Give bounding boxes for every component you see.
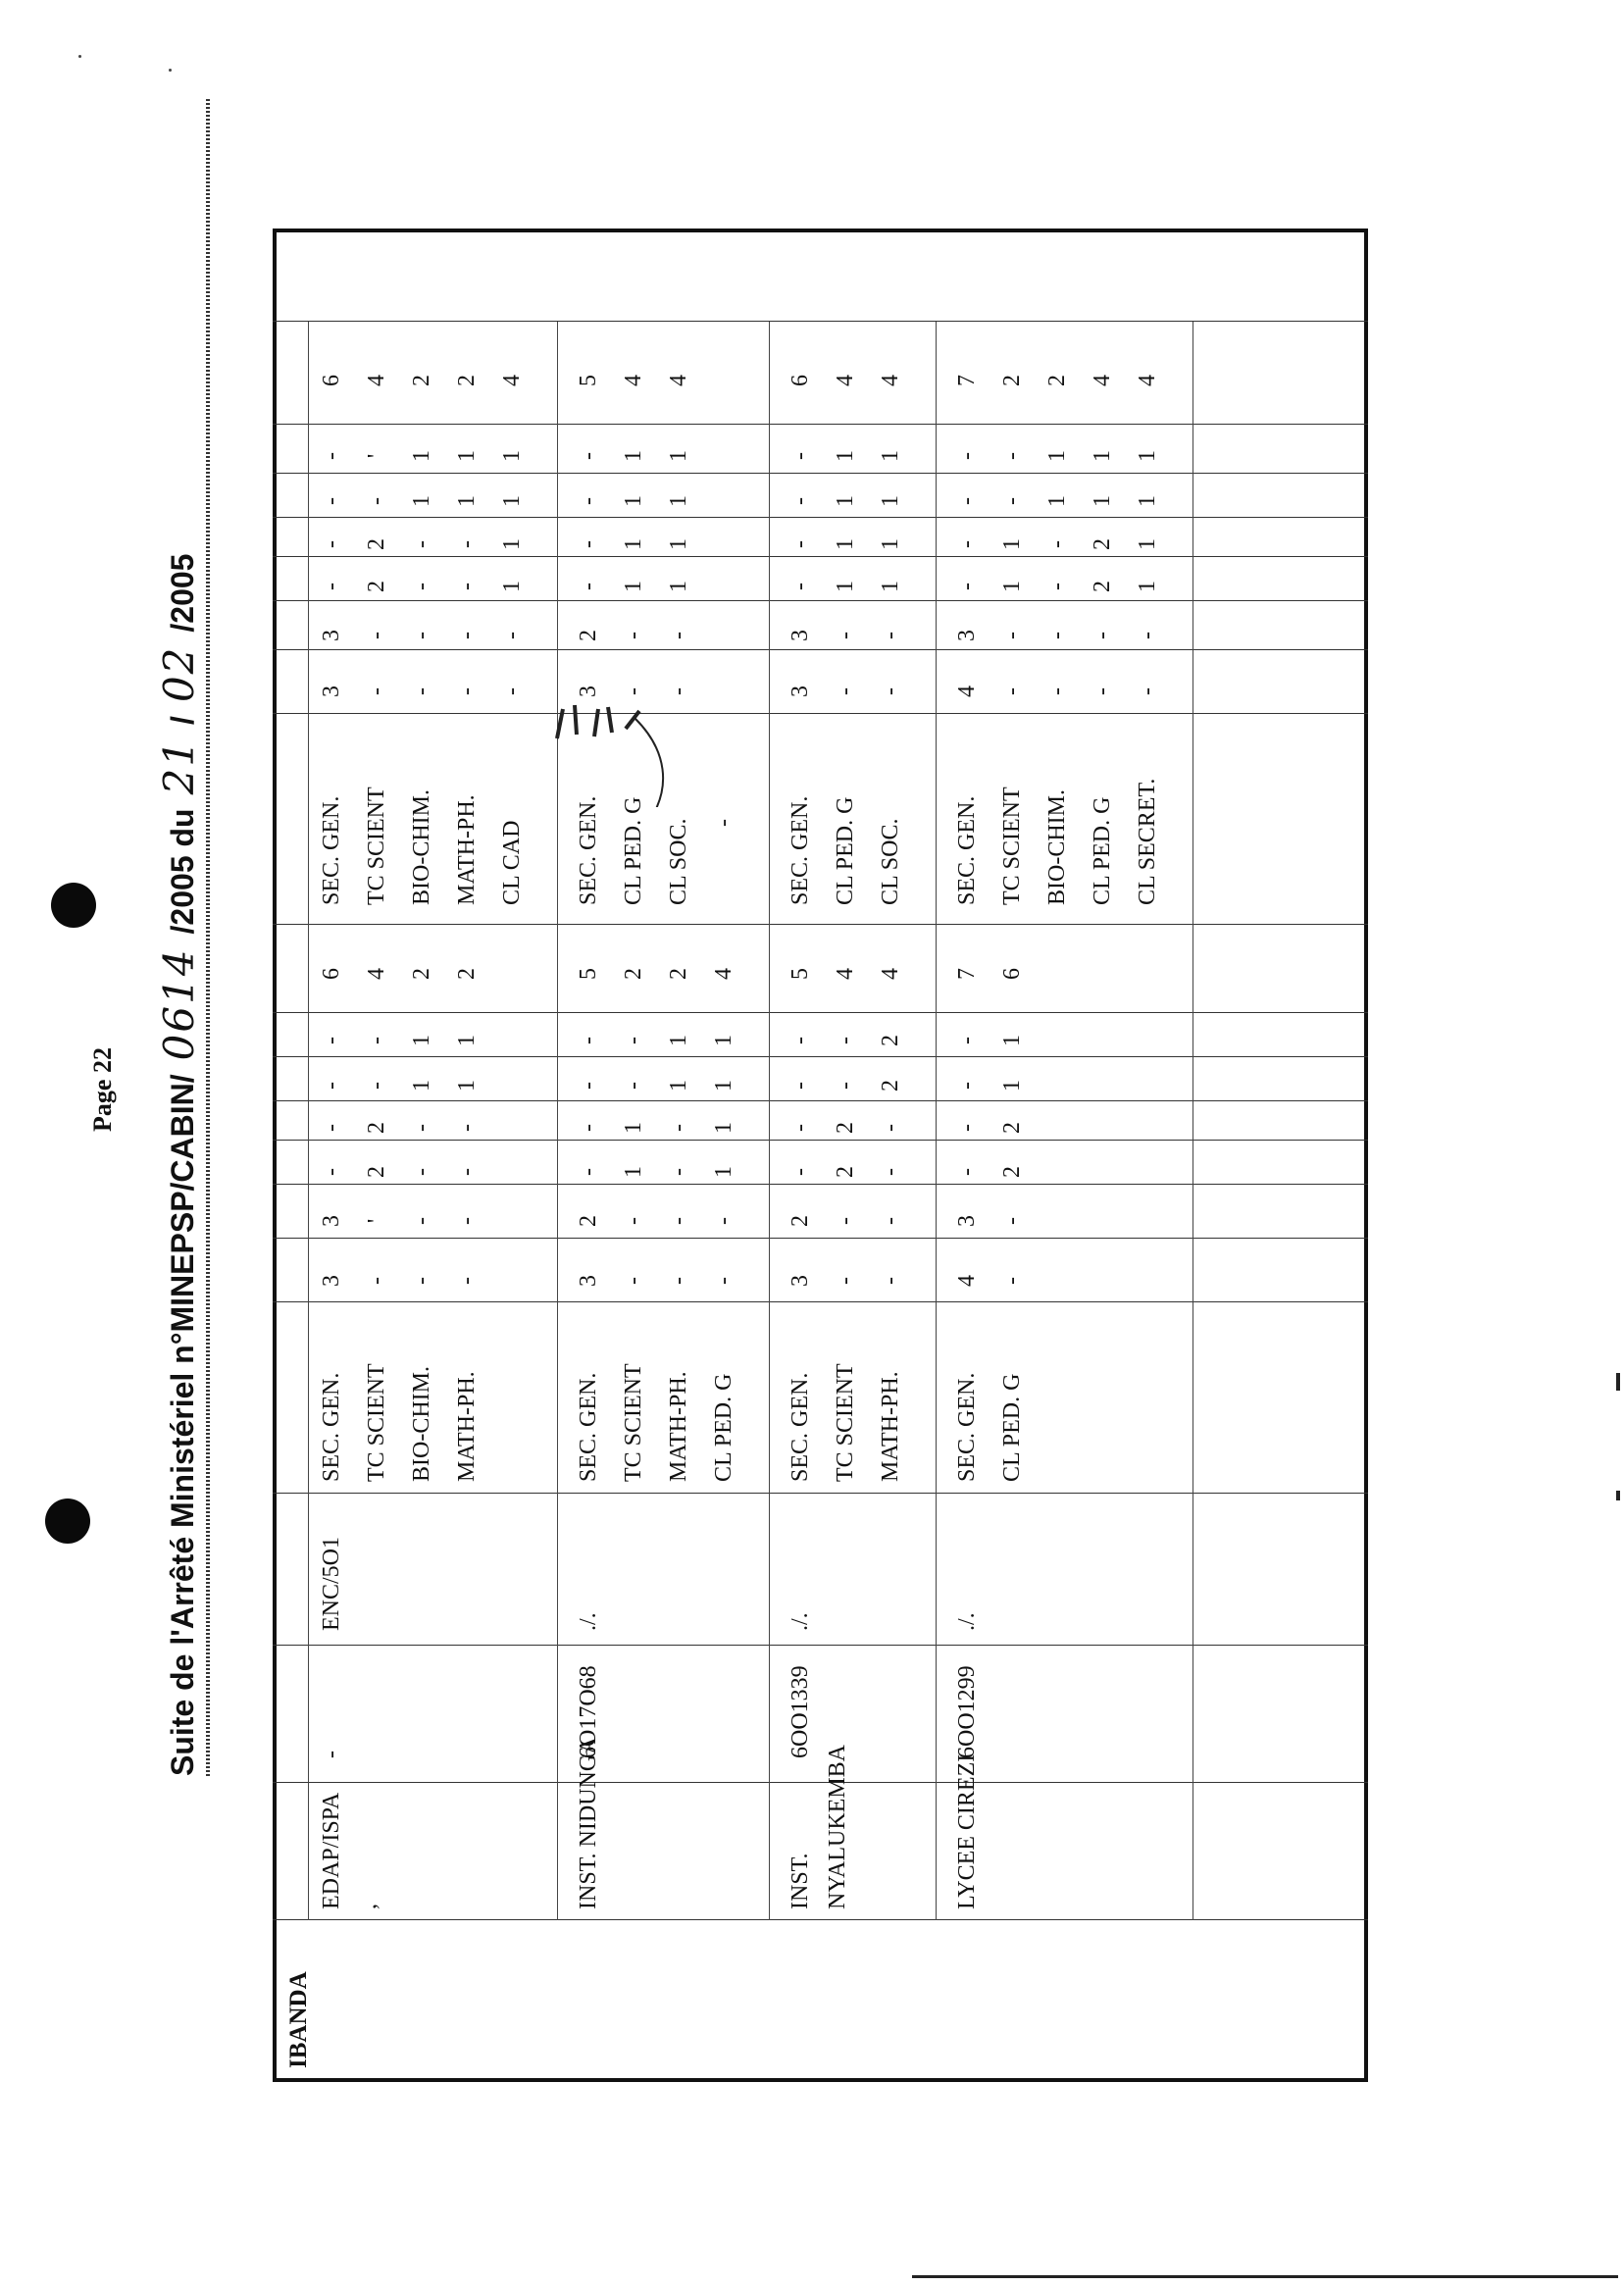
right-count-cell: 2 xyxy=(999,375,1025,386)
right-count-cell: - xyxy=(576,452,601,460)
column-divider xyxy=(273,924,1368,925)
right-count-cell: 1 xyxy=(878,495,903,507)
right-section-name: TC SCIENT xyxy=(364,787,389,905)
right-count-cell: - xyxy=(1135,632,1160,639)
right-count-cell: - xyxy=(319,583,344,590)
left-count-cell: - xyxy=(666,1217,691,1225)
right-count-cell: - xyxy=(833,687,858,695)
right-count-cell: 1 xyxy=(999,581,1025,592)
right-section-name: SEC. GEN. xyxy=(787,795,813,905)
right-count-cell: 1 xyxy=(666,495,691,507)
column-divider xyxy=(273,1493,1368,1494)
left-count-cell: - xyxy=(621,1082,646,1090)
left-count-cell: 2 xyxy=(409,968,434,980)
right-count-cell: 1 xyxy=(1044,450,1070,462)
right-count-cell: 3 xyxy=(319,630,344,641)
school-code: 6OO1299 xyxy=(954,1665,980,1758)
left-count-cell: - xyxy=(878,1277,903,1285)
left-count-cell: 2 xyxy=(364,1122,389,1134)
school-ref: ./. xyxy=(787,1612,813,1631)
right-count-cell: - xyxy=(954,452,980,460)
left-count-cell: - xyxy=(319,1082,344,1090)
right-count-cell: 5 xyxy=(576,375,601,386)
left-count-cell: 2 xyxy=(999,1166,1025,1178)
right-count-cell: - xyxy=(833,632,858,639)
school-name: INST. xyxy=(787,1853,813,1909)
right-count-cell: - xyxy=(666,687,691,695)
right-count-cell: 4 xyxy=(833,375,858,386)
right-count-cell: 1 xyxy=(1135,495,1160,507)
right-count-cell: 1 xyxy=(999,538,1025,550)
left-count-cell: - xyxy=(319,1037,344,1044)
left-count-cell: 2 xyxy=(621,968,646,980)
left-count-cell: 1 xyxy=(711,1080,736,1092)
right-count-cell: 1 xyxy=(666,538,691,550)
right-count-cell: - xyxy=(878,632,903,639)
left-count-cell: 2 xyxy=(364,1166,389,1178)
right-count-cell: 1 xyxy=(666,450,691,462)
right-count-cell: 4 xyxy=(364,375,389,386)
right-count-cell: 4 xyxy=(1135,375,1160,386)
right-count-cell: 2 xyxy=(364,581,389,592)
left-section-name: SEC. GEN. xyxy=(319,1372,344,1482)
right-count-cell: - xyxy=(787,540,813,548)
left-count-cell: 1 xyxy=(711,1122,736,1134)
column-divider xyxy=(273,600,1368,601)
scan-speck xyxy=(169,69,172,72)
left-count-cell: - xyxy=(787,1124,813,1132)
right-count-cell: 4 xyxy=(1090,375,1115,386)
left-section-name: CL PED. G xyxy=(711,1373,736,1482)
right-count-cell: - xyxy=(576,540,601,548)
right-count-cell: - xyxy=(787,497,813,505)
right-count-cell: - xyxy=(364,497,389,505)
left-count-cell: ' xyxy=(364,1218,389,1224)
right-count-cell: - xyxy=(319,452,344,460)
left-count-cell: - xyxy=(954,1168,980,1176)
right-count-cell: - xyxy=(1044,583,1070,590)
left-section-name: CL PED. G xyxy=(999,1373,1025,1482)
left-count-cell: 1 xyxy=(711,1166,736,1178)
left-count-cell: - xyxy=(319,1124,344,1132)
right-section-name: BIO-CHIM. xyxy=(1044,789,1070,905)
left-count-cell: 2 xyxy=(878,1035,903,1046)
right-count-cell: 1 xyxy=(833,450,858,462)
right-count-cell: 1 xyxy=(499,538,525,550)
right-count-cell: - xyxy=(878,687,903,695)
column-divider xyxy=(273,1238,1368,1239)
left-count-cell: - xyxy=(954,1124,980,1132)
right-count-cell: 1 xyxy=(409,450,434,462)
right-count-cell: 1 xyxy=(621,450,646,462)
left-section-name: SEC. GEN. xyxy=(954,1372,980,1482)
right-count-cell: 1 xyxy=(878,581,903,592)
left-count-cell: - xyxy=(621,1037,646,1044)
right-section-name: SEC. GEN. xyxy=(319,795,344,905)
left-section-name: TC SCIENT xyxy=(364,1363,389,1482)
left-count-cell: - xyxy=(833,1037,858,1044)
right-count-cell: 1 xyxy=(833,495,858,507)
right-count-cell: 1 xyxy=(1044,495,1070,507)
right-count-cell: - xyxy=(1090,632,1115,639)
left-count-cell: 1 xyxy=(666,1035,691,1046)
right-count-cell: 2 xyxy=(1090,581,1115,592)
left-count-cell: - xyxy=(999,1277,1025,1285)
left-count-cell: - xyxy=(409,1124,434,1132)
left-count-cell: 1 xyxy=(454,1035,480,1046)
left-count-cell: 7 xyxy=(954,968,980,980)
right-count-cell: - xyxy=(409,583,434,590)
row-separator xyxy=(557,322,558,1920)
left-count-cell: 5 xyxy=(787,968,813,980)
right-count-cell: - xyxy=(364,632,389,639)
row-separator xyxy=(936,322,937,1920)
right-count-cell: 3 xyxy=(319,686,344,697)
right-count-cell: - xyxy=(954,583,980,590)
left-count-cell: 2 xyxy=(833,1122,858,1134)
left-count-cell: 2 xyxy=(666,968,691,980)
right-count-cell: - xyxy=(364,687,389,695)
title-mid: /2005 du xyxy=(165,808,200,935)
left-count-cell: - xyxy=(787,1037,813,1044)
column-divider xyxy=(273,517,1368,518)
left-count-cell: - xyxy=(454,1217,480,1225)
school-name: , xyxy=(356,1904,381,1909)
left-count-cell: 1 xyxy=(999,1035,1025,1046)
right-section-name: BIO-CHIM. xyxy=(409,789,434,905)
column-divider xyxy=(273,1012,1368,1013)
right-count-cell: - xyxy=(954,497,980,505)
column-divider xyxy=(273,321,1368,322)
left-count-cell: 2 xyxy=(787,1215,813,1227)
right-count-cell: - xyxy=(454,540,480,548)
right-count-cell: - xyxy=(576,583,601,590)
left-count-cell: - xyxy=(787,1082,813,1090)
left-count-cell: 1 xyxy=(409,1080,434,1092)
left-count-cell: - xyxy=(364,1037,389,1044)
right-section-name: CL SECRET. xyxy=(1135,778,1160,905)
school-code: - xyxy=(319,1751,344,1758)
left-count-cell: 1 xyxy=(621,1166,646,1178)
left-count-cell: 4 xyxy=(711,968,736,980)
right-count-cell: 7 xyxy=(954,375,980,386)
decree-day-handwritten: 21 xyxy=(155,737,203,795)
column-divider xyxy=(273,1100,1368,1101)
row-separator xyxy=(308,322,309,1920)
column-divider xyxy=(273,1301,1368,1302)
left-count-cell: 6 xyxy=(999,968,1025,980)
right-count-cell: 2 xyxy=(364,538,389,550)
right-count-cell: 1 xyxy=(1090,450,1115,462)
right-count-cell: - xyxy=(621,687,646,695)
left-count-cell: 3 xyxy=(787,1275,813,1287)
left-count-cell: - xyxy=(409,1277,434,1285)
left-count-cell: - xyxy=(954,1082,980,1090)
column-divider xyxy=(273,1782,1368,1783)
right-count-cell: 1 xyxy=(499,495,525,507)
school-name: LYCEE CIREZI xyxy=(954,1753,980,1909)
right-count-cell: 1 xyxy=(409,495,434,507)
left-section-name: SEC. GEN. xyxy=(787,1372,813,1482)
column-divider xyxy=(273,649,1368,650)
column-divider xyxy=(273,1056,1368,1057)
left-count-cell: - xyxy=(409,1168,434,1176)
title-prefix: Suite de l'Arrêté Ministériel n°MINEPSP/CABIN/ xyxy=(165,1074,200,1776)
right-count-cell: 3 xyxy=(576,686,601,697)
left-count-cell: 1 xyxy=(711,1035,736,1046)
school-name: INST. NIDUNGA xyxy=(576,1737,601,1909)
left-count-cell: - xyxy=(878,1217,903,1225)
left-count-cell: - xyxy=(833,1217,858,1225)
right-count-cell: ' xyxy=(364,453,389,459)
left-count-cell: - xyxy=(576,1168,601,1176)
right-count-cell: 6 xyxy=(319,375,344,386)
right-count-cell: 3 xyxy=(787,686,813,697)
right-count-cell: 1 xyxy=(499,450,525,462)
left-count-cell: 1 xyxy=(999,1080,1025,1092)
right-count-cell: - xyxy=(787,583,813,590)
column-divider xyxy=(273,556,1368,557)
right-count-cell: 3 xyxy=(954,630,980,641)
right-count-cell: - xyxy=(319,497,344,505)
left-count-cell: - xyxy=(319,1168,344,1176)
right-count-cell: - xyxy=(499,632,525,639)
left-count-cell: 3 xyxy=(954,1215,980,1227)
left-count-cell: 3 xyxy=(319,1275,344,1287)
column-divider xyxy=(273,1645,1368,1646)
left-count-cell: - xyxy=(666,1124,691,1132)
left-count-cell: 4 xyxy=(878,968,903,980)
right-count-cell: - xyxy=(409,687,434,695)
left-count-cell: 4 xyxy=(833,968,858,980)
left-count-cell: - xyxy=(711,1217,736,1225)
left-section-name: MATH-PH. xyxy=(666,1371,691,1482)
left-section-name: MATH-PH. xyxy=(878,1371,903,1482)
scan-edge-mark xyxy=(1616,1373,1620,1391)
left-count-cell: - xyxy=(999,1217,1025,1225)
left-count-cell: - xyxy=(878,1124,903,1132)
right-section-name: SEC. GEN. xyxy=(954,795,980,905)
column-divider xyxy=(273,713,1368,714)
left-count-cell: - xyxy=(833,1082,858,1090)
left-count-cell: 3 xyxy=(576,1275,601,1287)
left-count-cell: - xyxy=(621,1277,646,1285)
right-count-cell: - xyxy=(954,540,980,548)
left-count-cell: - xyxy=(454,1277,480,1285)
left-count-cell: 2 xyxy=(454,968,480,980)
decree-month-handwritten: 02 xyxy=(155,645,203,703)
row-separator xyxy=(769,322,770,1920)
right-count-cell: 3 xyxy=(787,630,813,641)
right-count-cell: 1 xyxy=(499,581,525,592)
left-count-cell: 1 xyxy=(621,1122,646,1134)
right-count-cell: 1 xyxy=(1135,581,1160,592)
right-count-cell: 1 xyxy=(833,538,858,550)
school-code: 6O17O68 xyxy=(576,1665,601,1758)
right-count-cell: 1 xyxy=(878,450,903,462)
right-count-cell: - xyxy=(1044,687,1070,695)
right-count-cell: - xyxy=(454,687,480,695)
right-count-cell: - xyxy=(999,497,1025,505)
table-frame xyxy=(273,229,1368,2082)
left-section-name: MATH-PH. xyxy=(454,1371,480,1482)
left-count-cell: - xyxy=(878,1168,903,1176)
right-section-name: CL PED. G xyxy=(833,796,858,905)
column-divider xyxy=(273,473,1368,474)
left-count-cell: - xyxy=(364,1277,389,1285)
right-count-cell: 4 xyxy=(621,375,646,386)
school-name: EDAP/ISPA xyxy=(319,1792,344,1909)
left-count-cell: 1 xyxy=(666,1080,691,1092)
right-count-cell: 1 xyxy=(833,581,858,592)
school-ref: ./. xyxy=(954,1612,980,1631)
left-section-name: SEC. GEN. xyxy=(576,1372,601,1482)
left-count-cell: - xyxy=(454,1124,480,1132)
left-section-name: BIO-CHIM. xyxy=(409,1366,434,1482)
left-count-cell: - xyxy=(666,1277,691,1285)
title-underline xyxy=(206,99,210,1776)
left-count-cell: - xyxy=(621,1217,646,1225)
right-count-cell: - xyxy=(319,540,344,548)
right-count-cell: 4 xyxy=(954,686,980,697)
left-count-cell: - xyxy=(576,1037,601,1044)
right-count-cell: 1 xyxy=(1135,450,1160,462)
left-count-cell: 6 xyxy=(319,968,344,980)
left-count-cell: 3 xyxy=(319,1215,344,1227)
left-count-cell: 1 xyxy=(454,1080,480,1092)
left-count-cell: 4 xyxy=(954,1275,980,1287)
decree-number-handwritten: 0614 xyxy=(155,947,203,1061)
left-section-name: TC SCIENT xyxy=(833,1363,858,1482)
school-code: 6OO1339 xyxy=(787,1665,813,1758)
right-count-cell: - xyxy=(454,632,480,639)
right-count-cell: - xyxy=(1044,632,1070,639)
right-count-cell: - xyxy=(409,540,434,548)
right-count-cell: 4 xyxy=(666,375,691,386)
right-count-cell: - xyxy=(999,632,1025,639)
right-section-name: CL PED. G xyxy=(621,796,646,905)
right-count-cell: - xyxy=(409,632,434,639)
left-count-cell: - xyxy=(409,1217,434,1225)
right-count-cell: - xyxy=(621,632,646,639)
punch-hole-top xyxy=(51,883,96,928)
left-count-cell: - xyxy=(711,1277,736,1285)
school-name: NYALUKEMBA xyxy=(825,1745,850,1909)
left-count-cell: - xyxy=(576,1124,601,1132)
right-count-cell: 1 xyxy=(878,538,903,550)
right-count-cell: 2 xyxy=(454,375,480,386)
right-section-name: CL CAD xyxy=(499,820,525,905)
right-count-cell: 4 xyxy=(878,375,903,386)
left-count-cell: 2 xyxy=(878,1080,903,1092)
right-count-cell: 1 xyxy=(454,450,480,462)
right-count-cell: 6 xyxy=(787,375,813,386)
right-section-name: CL PED. G xyxy=(1090,796,1115,905)
left-section-name: TC SCIENT xyxy=(621,1363,646,1482)
right-count-cell: - xyxy=(1044,540,1070,548)
scan-edge-mark xyxy=(1616,1491,1620,1500)
right-section-name: SEC. GEN. xyxy=(576,795,601,905)
school-ref: ENC/5O1 xyxy=(319,1537,344,1631)
right-count-cell: 1 xyxy=(1135,538,1160,550)
punch-hole-bottom xyxy=(45,1499,90,1544)
column-divider xyxy=(273,1919,1368,1920)
right-section-name: MATH-PH. xyxy=(454,794,480,905)
column-divider xyxy=(273,1184,1368,1185)
right-section-name: - xyxy=(711,819,736,827)
right-count-cell: - xyxy=(576,497,601,505)
left-count-cell: - xyxy=(666,1168,691,1176)
handwritten-initials xyxy=(518,689,685,807)
column-divider xyxy=(273,424,1368,425)
right-count-cell: 2 xyxy=(1044,375,1070,386)
left-count-cell: - xyxy=(364,1082,389,1090)
right-section-name: CL SOC. xyxy=(666,818,691,905)
decree-year: 2005 xyxy=(165,553,200,624)
column-divider xyxy=(273,1140,1368,1141)
right-section-name: TC SCIENT xyxy=(999,787,1025,905)
right-count-cell: - xyxy=(499,687,525,695)
date-sep-2: / xyxy=(165,623,200,633)
left-count-cell: 2 xyxy=(576,1215,601,1227)
left-count-cell: 1 xyxy=(409,1035,434,1046)
left-count-cell: - xyxy=(787,1168,813,1176)
right-section-name: CL SOC. xyxy=(878,818,903,905)
right-count-cell: 4 xyxy=(499,375,525,386)
right-count-cell: - xyxy=(999,687,1025,695)
scan-edge-mark xyxy=(912,2275,1618,2278)
right-count-cell: - xyxy=(666,632,691,639)
right-count-cell: 1 xyxy=(621,581,646,592)
right-count-cell: 1 xyxy=(621,495,646,507)
left-count-cell: 4 xyxy=(364,968,389,980)
left-count-cell: 2 xyxy=(833,1166,858,1178)
scan-speck xyxy=(78,55,81,58)
decree-title xyxy=(155,109,203,1776)
page-number: Page 22 xyxy=(88,1047,117,1132)
left-count-cell: - xyxy=(576,1082,601,1090)
right-count-cell: - xyxy=(787,452,813,460)
left-count-cell: 2 xyxy=(999,1122,1025,1134)
left-count-cell: - xyxy=(454,1168,480,1176)
right-count-cell: - xyxy=(1090,687,1115,695)
right-count-cell: 1 xyxy=(454,495,480,507)
left-count-cell: 5 xyxy=(576,968,601,980)
school-ref: ./. xyxy=(576,1612,601,1631)
right-count-cell: - xyxy=(454,583,480,590)
right-count-cell: 2 xyxy=(409,375,434,386)
staff-allocation-table xyxy=(273,219,1381,2082)
left-count-cell: - xyxy=(833,1277,858,1285)
right-count-cell: - xyxy=(999,452,1025,460)
date-sep-1: / xyxy=(165,716,200,725)
right-count-cell: 2 xyxy=(576,630,601,641)
region-name: IBANDA xyxy=(285,1971,312,2068)
right-count-cell: 1 xyxy=(666,581,691,592)
right-count-cell: 1 xyxy=(1090,495,1115,507)
right-count-cell: 1 xyxy=(621,538,646,550)
left-count-cell: - xyxy=(954,1037,980,1044)
right-count-cell: - xyxy=(1135,687,1160,695)
right-count-cell: 2 xyxy=(1090,538,1115,550)
